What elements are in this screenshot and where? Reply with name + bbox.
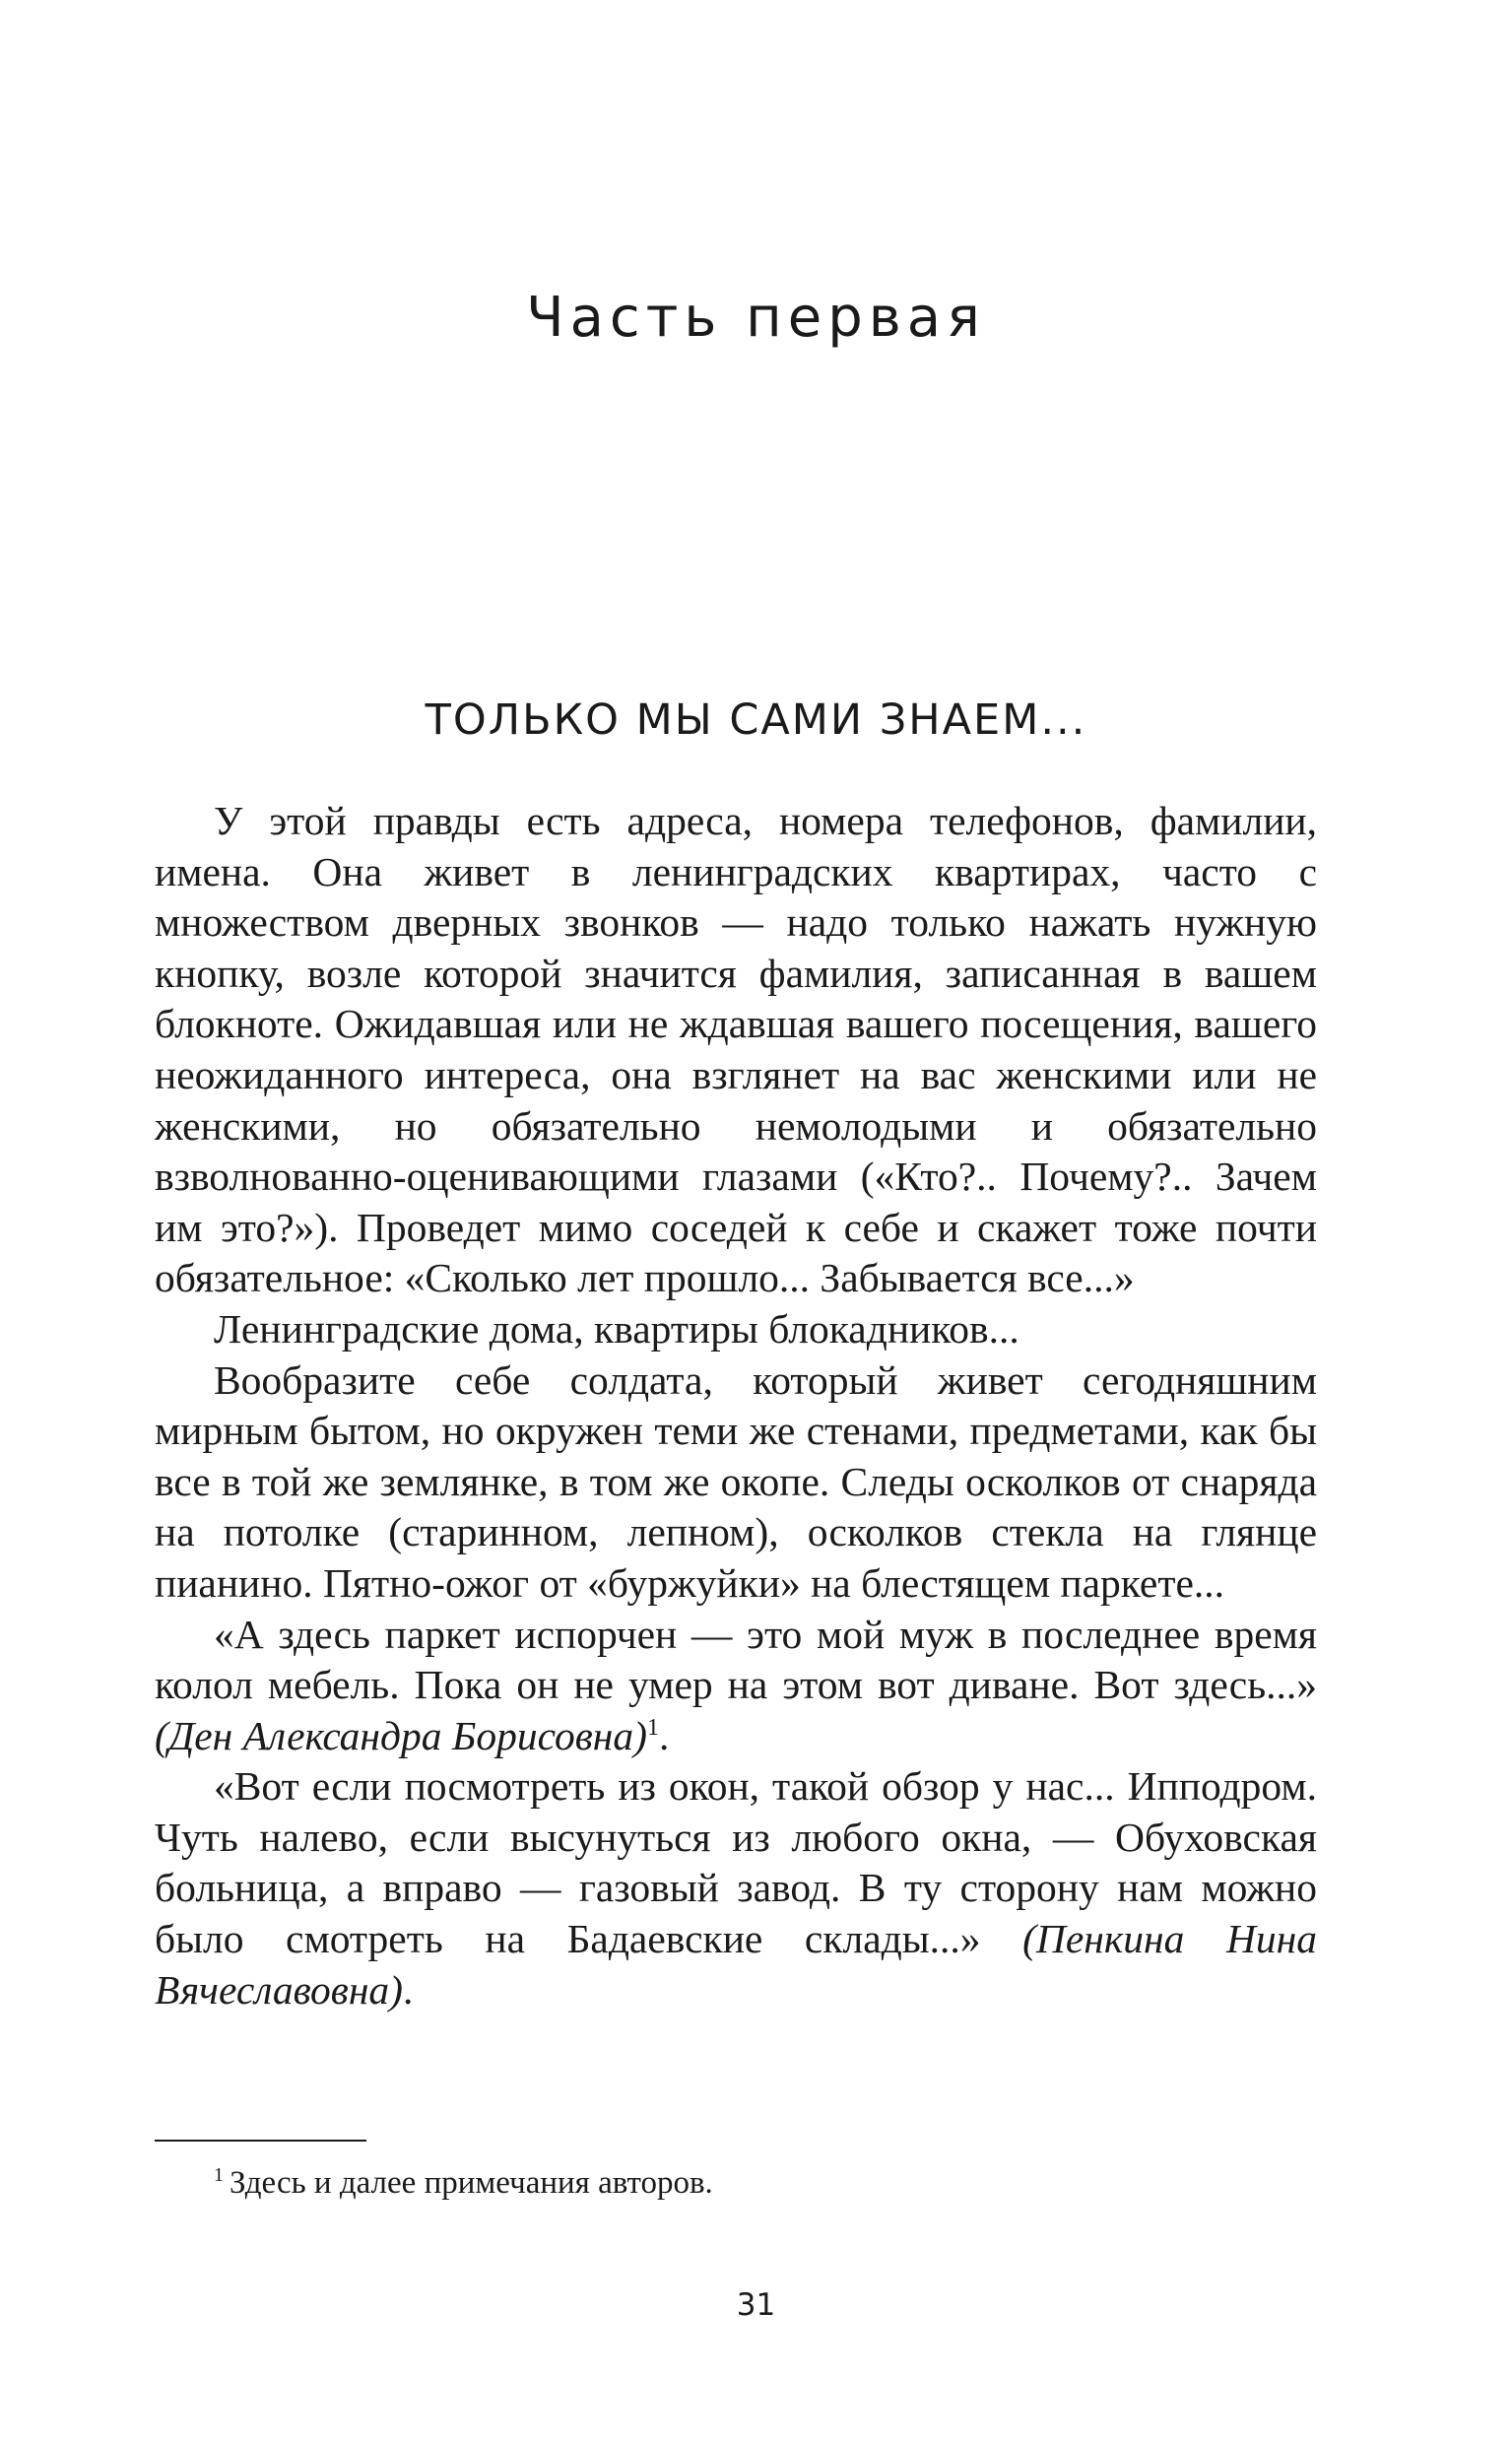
quote-attribution: (Пенкина Нина Вячеславовна) xyxy=(155,1916,1318,2013)
chapter-title: ТОЛЬКО МЫ САМИ ЗНАЕМ... xyxy=(425,695,1087,745)
footnote-mark: 1 xyxy=(214,2164,224,2186)
quote-end: . xyxy=(658,1712,670,1758)
quote-paragraph xyxy=(155,1610,1317,1762)
quote-paragraph xyxy=(155,1761,1317,2015)
footnote-reference: 1 xyxy=(646,1714,659,1741)
quote-end: . xyxy=(402,1966,414,2013)
page-number: 31 xyxy=(736,2287,776,2323)
footnote-divider xyxy=(155,2140,366,2142)
footnote-text: Здесь и далее примечания авторов. xyxy=(230,2165,713,2201)
quote-text: «А здесь паркет испорчен — это мой муж в последнее время колол мебель. Пока он не умер на этом вот диване. Вот здесь...» xyxy=(155,1611,1317,1708)
footnote xyxy=(214,2163,713,2203)
body-text xyxy=(155,796,1317,2015)
paragraph: Вообразите себе солдата, который живет сегодняшним мирным бытом, но окружен теми же стенами, предметами, как бы все в той же землянке, в том же окопе. Следы осколков от снаряда на потолке (старинном, лепном), осколков стекла на глянце пианино. Пятно-ожог от «буржуйки» на блестящем паркете... xyxy=(155,1356,1317,1606)
part-title: Часть первая xyxy=(526,286,986,350)
quote-attribution: (Ден Александра Борисовна) xyxy=(155,1712,647,1758)
paragraph: Ленинградские дома, квартиры блокадников... xyxy=(214,1305,1019,1352)
quote-text: «Вот если посмотреть из окон, такой обзор у нас... Ипподром. Чуть налево, если высунуться из любого окна, — Обуховская больница, а вправо — газовый завод. В ту сторону нам можно было смотреть на Бадаевские склады...» xyxy=(155,1763,1317,1962)
paragraph: У этой правды есть адреса, номера телефонов, фамилии, имена. Она живет в ленинградских квартирах, часто с множеством дверных звонков — надо только нажать нужную кнопку, возле которой значится фамилия, записанная в вашем блокноте. Ожидавшая или не ждавшая вашего посещения, вашего неожиданного интереса, она взглянет на вас женскими или не женскими, но обязательно немолодыми и обязательно взволнованно-оценивающими глазами («Кто?.. Почему?.. Зачем им это?»). Проведет мимо соседей к себе и скажет тоже почти обязательное: «Сколько лет прошло... Забывается все...» xyxy=(155,798,1317,1301)
